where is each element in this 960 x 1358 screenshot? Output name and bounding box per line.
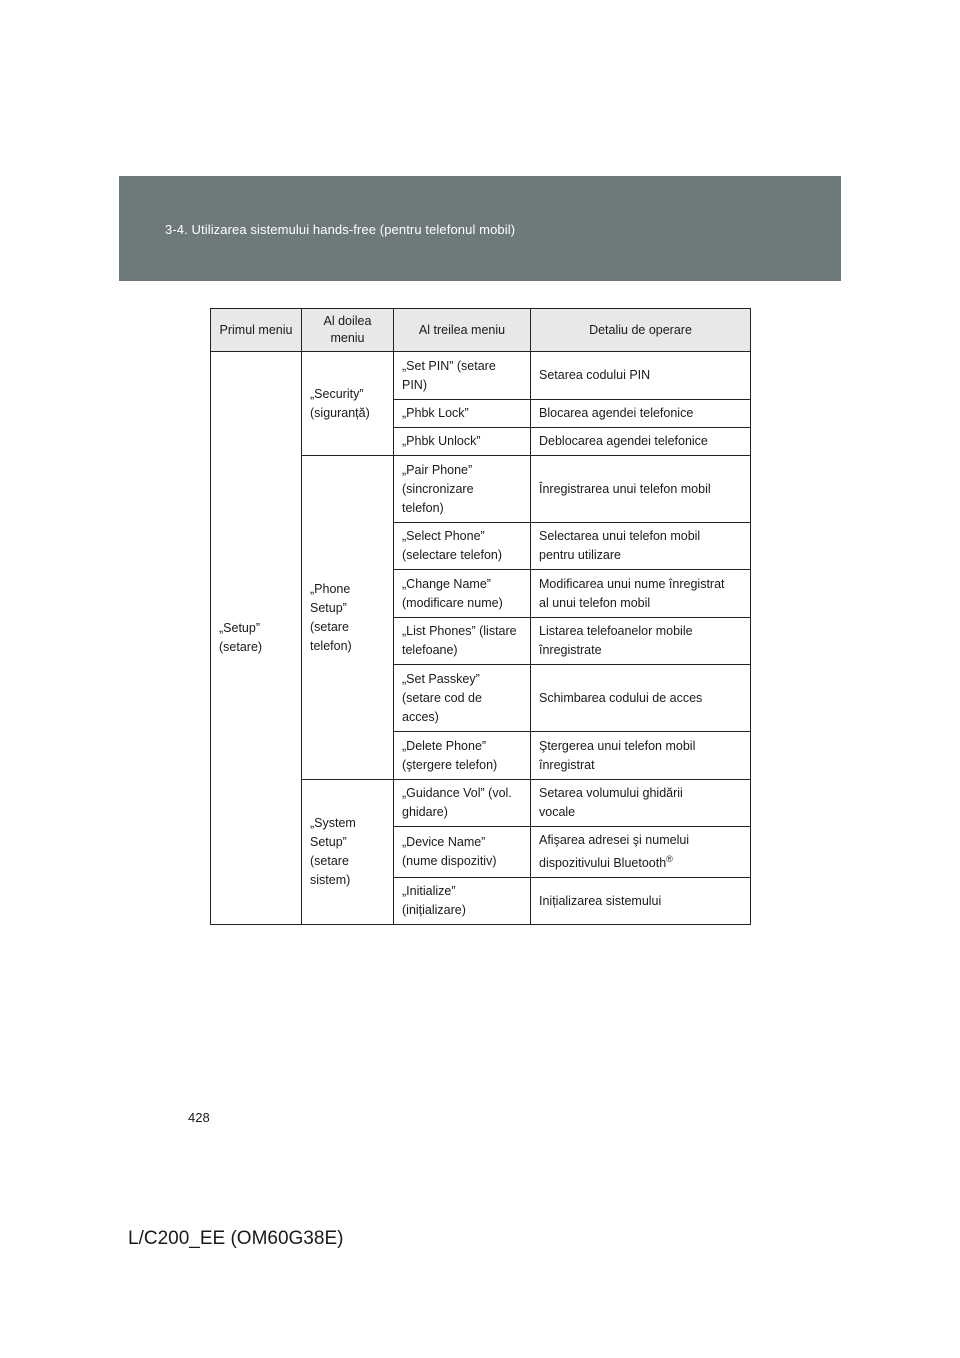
third-menu-cell: „Initialize” (inițializare) (394, 878, 531, 925)
header-third-menu: Al treilea meniu (394, 309, 531, 352)
document-code: L/C200_EE (OM60G38E) (128, 1228, 344, 1249)
detail-cell: Ştergerea unui telefon mobil înregistrat (531, 732, 751, 780)
detail-cell: Listarea telefoanelor mobile înregistrate (531, 618, 751, 665)
second-menu-system-setup: „System Setup” (setare sistem) (302, 780, 394, 925)
header-operation-detail: Detaliu de operare (531, 309, 751, 352)
third-menu-cell: „Phbk Lock” (394, 400, 531, 428)
section-header-band (119, 176, 841, 281)
third-menu-cell: „Delete Phone” (ştergere telefon) (394, 732, 531, 780)
menu-table (210, 308, 751, 925)
third-menu-cell: „Device Name” (nume dispozitiv) (394, 827, 531, 878)
detail-cell: Blocarea agendei telefonice (531, 400, 751, 428)
first-menu-setup: „Setup” (setare) (211, 352, 302, 925)
third-menu-cell: „Set Passkey” (setare cod de acces) (394, 665, 531, 732)
third-menu-cell: „Select Phone” (selectare telefon) (394, 523, 531, 570)
third-menu-cell: „List Phones” (listare telefoane) (394, 618, 531, 665)
detail-cell: Inițializarea sistemului (531, 878, 751, 925)
third-menu-cell: „Change Name” (modificare nume) (394, 570, 531, 618)
detail-cell: Înregistrarea unui telefon mobil (531, 456, 751, 523)
detail-cell: Deblocarea agendei telefonice (531, 428, 751, 456)
detail-cell: Setarea codului PIN (531, 352, 751, 400)
third-menu-cell: „Set PIN” (setare PIN) (394, 352, 531, 400)
detail-cell: Setarea volumului ghidării vocale (531, 780, 751, 827)
third-menu-cell: „Phbk Unlock” (394, 428, 531, 456)
detail-cell-with-sup (531, 827, 751, 878)
detail-cell: Schimbarea codului de acces (531, 665, 751, 732)
detail-cell: Modificarea unui nume înregistrat al unui telefon mobil (531, 570, 751, 618)
second-menu-security: „Security” (siguranță) (302, 352, 394, 456)
registered-mark: ® (666, 854, 673, 864)
header-first-menu: Primul meniu (211, 309, 302, 352)
second-menu-phone-setup: „Phone Setup” (setare telefon) (302, 456, 394, 780)
table-row (211, 352, 751, 400)
detail-text: Afişarea adresei şi numelui dispozitivului Bluetooth (539, 833, 690, 871)
header-second-menu: Al doilea meniu (302, 309, 394, 352)
detail-cell: Selectarea unui telefon mobil pentru utilizare (531, 523, 751, 570)
section-title: 3-4. Utilizarea sistemului hands-free (pentru telefonul mobil) (165, 222, 516, 237)
page-number: 428 (188, 1110, 210, 1125)
table-header-row (211, 309, 751, 352)
third-menu-cell: „Pair Phone” (sincronizare telefon) (394, 456, 531, 523)
third-menu-cell: „Guidance Vol” (vol. ghidare) (394, 780, 531, 827)
